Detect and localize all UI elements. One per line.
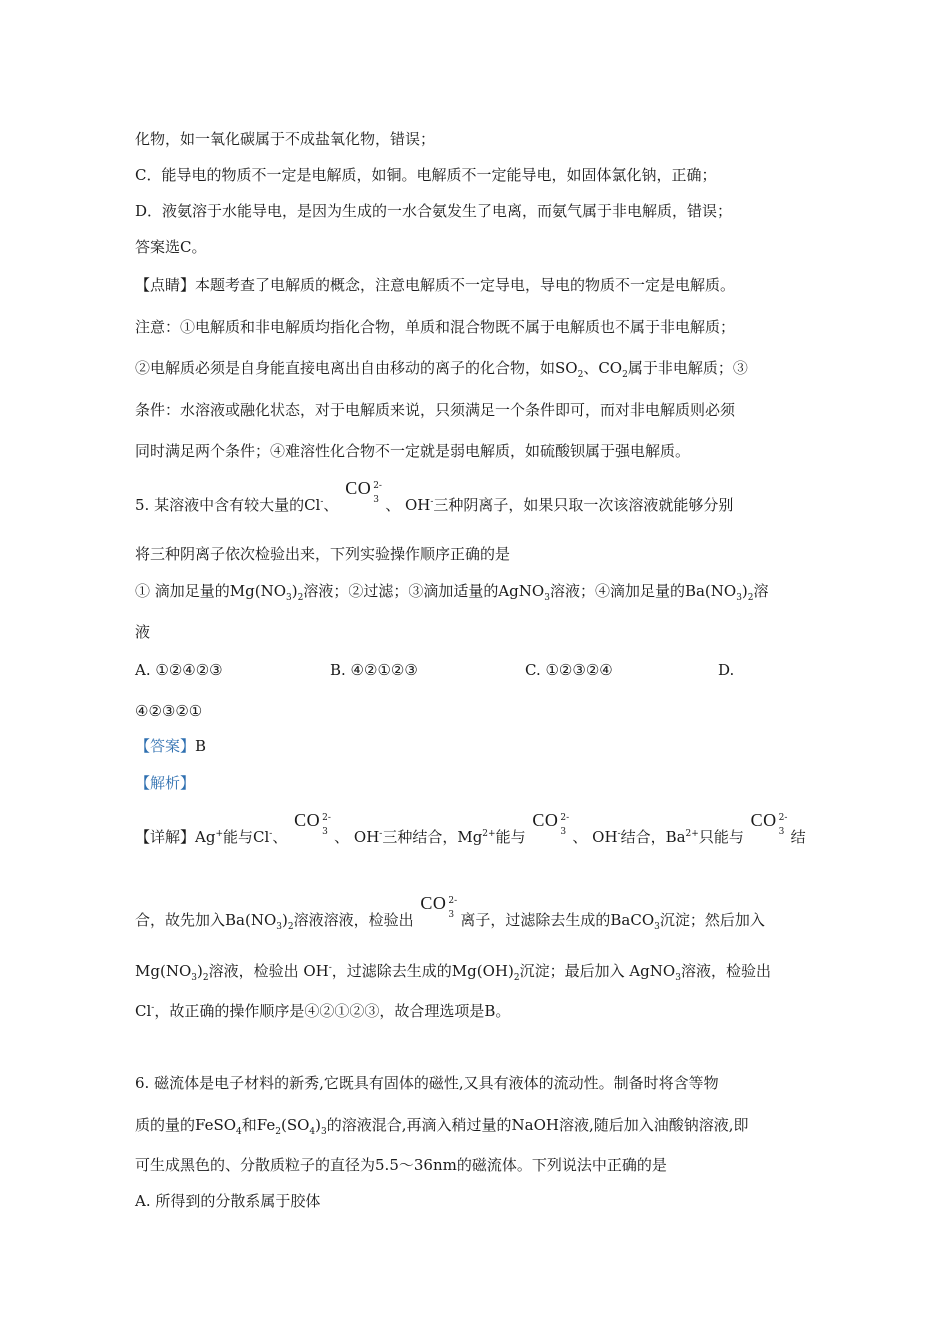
text-line: C．能导电的物质不一定是电解质，如铜。电解质不一定能导电，如固体氯化钠，正确； [135, 166, 717, 184]
q5-stem: 将三种阴离子依次检验出来，下列实验操作顺序正确的是 [135, 545, 511, 563]
carbonate-formula: CO 2- 3 [294, 810, 331, 837]
q5-operations: ① 滴加足量的$Mg(NO_3)_2$溶液；②过滤；③滴加适量的AgNO$_3$溶液；④滴加足量的$Ba(NO_3)_2$溶 [135, 582, 769, 603]
text-line: 条件：水溶液或融化状态，对于电解质来说，只须满足一个条件即可，而对非电解质则必须 [135, 401, 736, 419]
detail-line: $Mg(NO_3)_2$溶液，检验出 OH-，过滤除去生成的$Mg(OH)_2$沉淀；最后加入 AgNO$_3$溶液，检验出 [135, 962, 771, 983]
detail-line: 【详解】Ag+能与Cl-、 CO 2- 3 、 OH-三种结合，$Mg^{2+}$能与 CO 2- 3 、 OH-结合，$Ba^{2+}$只能与 CO 2- 3 结 [135, 810, 806, 846]
option-b: B. ④②①②③ [330, 661, 418, 679]
detail-line: Cl-，故正确的操作顺序是④②①②③，故合理选项是B。 [135, 1002, 511, 1020]
option-d: D. [718, 661, 735, 679]
q6-stem: 可生成黑色的、分散质粒子的直径为5.5～36nm的磁流体。下列说法中正确的是 [135, 1156, 667, 1174]
analysis-label: 【解析】 [135, 774, 196, 792]
carbonate-formula: CO 2- 3 [420, 893, 458, 920]
text-line: ②电解质必须是自身能直接电离出自由移动的离子的化合物，如$SO_2$、$CO_2$属于非电解质；③ [135, 359, 748, 380]
detail-line: 合，故先加入$Ba(NO_3)_2$溶液溶液，检验出 CO 2- 3 离子，过滤除去生成的BaCO$_3$沉淀；然后加入 [135, 893, 765, 932]
text-line: 答案选C。 [135, 238, 207, 256]
option-d-value: ④②③②① [135, 702, 203, 720]
option-c: C. ①②③②④ [525, 661, 613, 679]
q5-operations: 液 [135, 623, 151, 641]
option-a: A. ①②④②③ [135, 661, 223, 679]
q6-stem: 质的量的FeSO$_4$和$Fe_2(SO_4)_3$的溶液混合,再滴入稍过量的NaOH溶液,随后加入油酸钠溶液,即 [135, 1116, 749, 1137]
tip-line: 【点睛】本题考查了电解质的概念，注意电解质不一定导电，导电的物质不一定是电解质。 [135, 276, 736, 294]
q6-option-a: A. 所得到的分散系属于胶体 [135, 1192, 321, 1210]
carbonate-formula: CO 2- 3 [532, 810, 570, 837]
text-line: 化物，如一氧化碳属于不成盐氧化物，错误； [135, 130, 436, 148]
text-line: D．液氨溶于水能导电，是因为生成的一水合氨发生了电离，而氨气属于非电解质，错误； [135, 202, 733, 220]
answer-label: 【答案】 [135, 737, 196, 755]
q6-stem: 6. 磁流体是电子材料的新秀,它既具有固体的磁性,又具有液体的流动性。制备时将含等物 [135, 1074, 719, 1092]
text-line: 注意：①电解质和非电解质均指化合物，单质和混合物既不属于电解质也不属于非电解质； [135, 318, 736, 336]
carbonate-formula: CO 2- 3 [750, 810, 788, 837]
answer-line: 【答案】B [135, 737, 207, 755]
text-line: 同时满足两个条件；④难溶性化合物不一定就是弱电解质，如硫酸钡属于强电解质。 [135, 442, 691, 460]
q5-stem: 5. 某溶液中含有较大量的Cl-、 CO 2- 3 、 OH-三种阴离子，如果只取一次该溶液就能够分别 [135, 478, 734, 514]
carbonate-formula: CO 2- 3 [345, 478, 382, 505]
